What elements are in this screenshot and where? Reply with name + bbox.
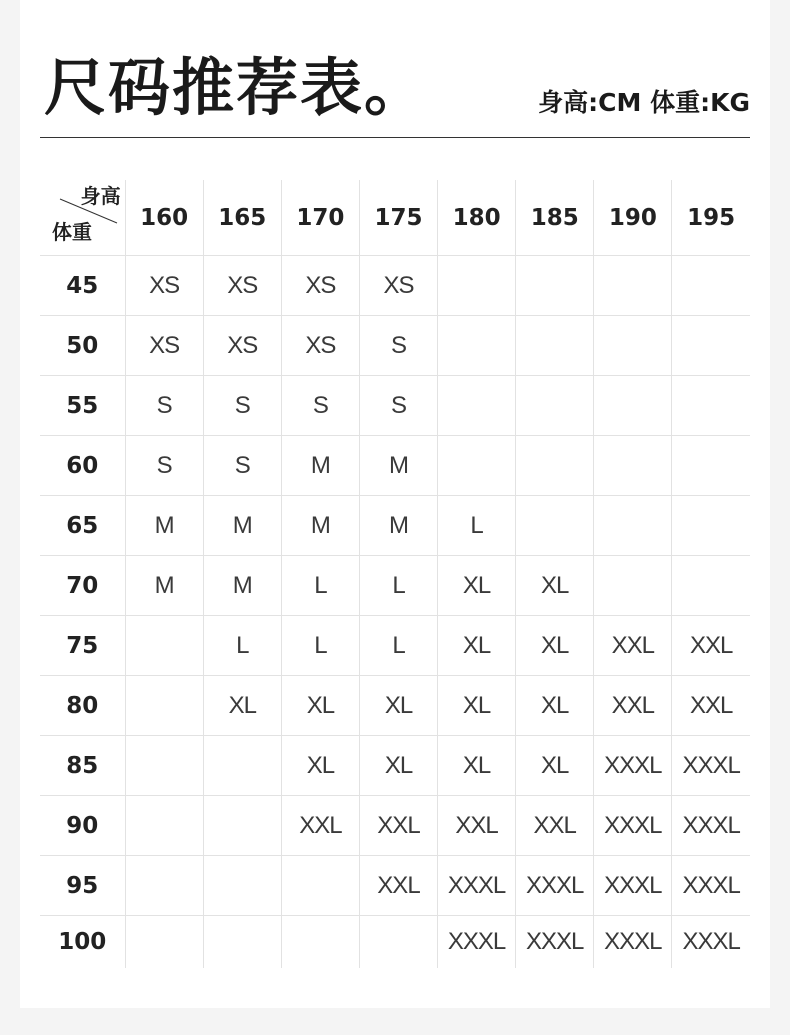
table-row	[40, 796, 750, 856]
size-cell: XXL	[359, 856, 437, 916]
corner-cell	[40, 180, 125, 256]
size-cell	[203, 736, 281, 796]
size-cell	[594, 496, 672, 556]
size-cell	[203, 856, 281, 916]
size-cell: XL	[516, 556, 594, 616]
size-cell: M	[359, 496, 437, 556]
size-cell	[516, 256, 594, 316]
size-cell: S	[281, 376, 359, 436]
size-cell: XL	[516, 736, 594, 796]
weight-label: 100	[40, 916, 125, 969]
size-cell	[125, 736, 203, 796]
size-cell: XS	[359, 256, 437, 316]
size-cell	[672, 556, 750, 616]
weight-label: 65	[40, 496, 125, 556]
size-cell: XL	[281, 736, 359, 796]
size-cell: L	[359, 616, 437, 676]
size-cell: XL	[203, 676, 281, 736]
size-cell	[594, 436, 672, 496]
size-cell: XXL	[594, 676, 672, 736]
size-cell	[594, 316, 672, 376]
size-cell: XL	[438, 676, 516, 736]
corner-height-label: 身高	[80, 184, 121, 208]
page-title: 尺码推荐表。	[44, 51, 429, 124]
size-cell: L	[281, 616, 359, 676]
size-cell	[516, 496, 594, 556]
size-cell: XXXL	[438, 916, 516, 969]
table-row	[40, 376, 750, 436]
table-row	[40, 436, 750, 496]
size-cell	[203, 916, 281, 969]
size-cell: S	[125, 436, 203, 496]
height-header: 190	[594, 180, 672, 256]
size-cell: M	[125, 496, 203, 556]
size-table	[40, 180, 750, 968]
size-cell	[281, 916, 359, 969]
size-cell: XL	[281, 676, 359, 736]
size-cell: XL	[516, 616, 594, 676]
size-cell: S	[203, 376, 281, 436]
weight-label: 50	[40, 316, 125, 376]
size-cell: XS	[281, 256, 359, 316]
weight-label: 95	[40, 856, 125, 916]
size-cell: L	[281, 556, 359, 616]
table-row	[40, 736, 750, 796]
size-cell: XXL	[672, 616, 750, 676]
weight-label: 80	[40, 676, 125, 736]
size-cell: M	[203, 556, 281, 616]
table-row	[40, 856, 750, 916]
height-header: 160	[125, 180, 203, 256]
height-header: 180	[438, 180, 516, 256]
weight-label: 55	[40, 376, 125, 436]
size-cell	[438, 436, 516, 496]
size-cell: XXL	[594, 616, 672, 676]
size-cell	[125, 796, 203, 856]
size-cell	[672, 316, 750, 376]
table-row	[40, 496, 750, 556]
size-cell	[672, 436, 750, 496]
size-cell	[438, 256, 516, 316]
size-cell: M	[281, 436, 359, 496]
size-chart-card	[20, 0, 770, 1008]
size-cell	[594, 376, 672, 436]
size-cell	[359, 916, 437, 969]
size-cell	[281, 856, 359, 916]
size-cell	[516, 376, 594, 436]
table-row	[40, 256, 750, 316]
size-cell: XXL	[281, 796, 359, 856]
size-cell: XL	[516, 676, 594, 736]
height-header: 185	[516, 180, 594, 256]
size-cell: XXXL	[672, 796, 750, 856]
size-cell	[125, 676, 203, 736]
size-cell	[203, 796, 281, 856]
size-cell	[125, 856, 203, 916]
size-cell: M	[359, 436, 437, 496]
weight-label: 85	[40, 736, 125, 796]
size-cell	[672, 256, 750, 316]
size-cell	[125, 916, 203, 969]
weight-label: 45	[40, 256, 125, 316]
size-cell: XXXL	[594, 796, 672, 856]
size-cell: XXXL	[516, 916, 594, 969]
table-row	[40, 316, 750, 376]
size-cell: XXL	[516, 796, 594, 856]
size-cell: XL	[438, 556, 516, 616]
size-cell: S	[359, 316, 437, 376]
size-cell: XL	[359, 676, 437, 736]
size-cell: XS	[125, 256, 203, 316]
size-cell	[438, 316, 516, 376]
weight-label: 60	[40, 436, 125, 496]
table-row	[40, 556, 750, 616]
size-cell: XXL	[359, 796, 437, 856]
size-table-body	[40, 256, 750, 969]
size-cell	[438, 376, 516, 436]
size-cell	[594, 256, 672, 316]
size-cell: S	[125, 376, 203, 436]
height-header: 175	[359, 180, 437, 256]
size-cell: L	[438, 496, 516, 556]
title-divider	[40, 137, 750, 138]
size-cell	[672, 376, 750, 436]
size-cell: XXXL	[672, 736, 750, 796]
size-cell: M	[281, 496, 359, 556]
size-cell: XS	[203, 316, 281, 376]
size-cell: XS	[125, 316, 203, 376]
size-cell: XXXL	[672, 856, 750, 916]
size-cell: XL	[359, 736, 437, 796]
size-cell: S	[203, 436, 281, 496]
size-cell	[594, 556, 672, 616]
weight-label: 90	[40, 796, 125, 856]
size-cell: XXL	[672, 676, 750, 736]
height-header-row	[40, 180, 750, 256]
weight-label: 75	[40, 616, 125, 676]
table-row	[40, 916, 750, 969]
table-row	[40, 616, 750, 676]
size-cell: XS	[203, 256, 281, 316]
weight-label: 70	[40, 556, 125, 616]
size-cell	[516, 316, 594, 376]
units-note: 身高:CM 体重:KG	[538, 88, 750, 117]
size-cell: XXXL	[594, 856, 672, 916]
size-cell: XXXL	[438, 856, 516, 916]
size-cell: XL	[438, 736, 516, 796]
size-cell: XXL	[438, 796, 516, 856]
size-cell: M	[125, 556, 203, 616]
size-cell: M	[203, 496, 281, 556]
height-header: 195	[672, 180, 750, 256]
size-cell	[516, 436, 594, 496]
size-cell: XXXL	[594, 916, 672, 969]
height-header: 165	[203, 180, 281, 256]
size-cell: L	[359, 556, 437, 616]
size-cell: XXXL	[672, 916, 750, 969]
height-header: 170	[281, 180, 359, 256]
size-cell	[125, 616, 203, 676]
size-cell: XXXL	[594, 736, 672, 796]
size-cell: XXXL	[516, 856, 594, 916]
size-cell	[672, 496, 750, 556]
size-cell: XL	[438, 616, 516, 676]
size-cell: XS	[281, 316, 359, 376]
corner-weight-label: 体重	[52, 220, 92, 244]
table-row	[40, 676, 750, 736]
size-cell: L	[203, 616, 281, 676]
size-cell: S	[359, 376, 437, 436]
